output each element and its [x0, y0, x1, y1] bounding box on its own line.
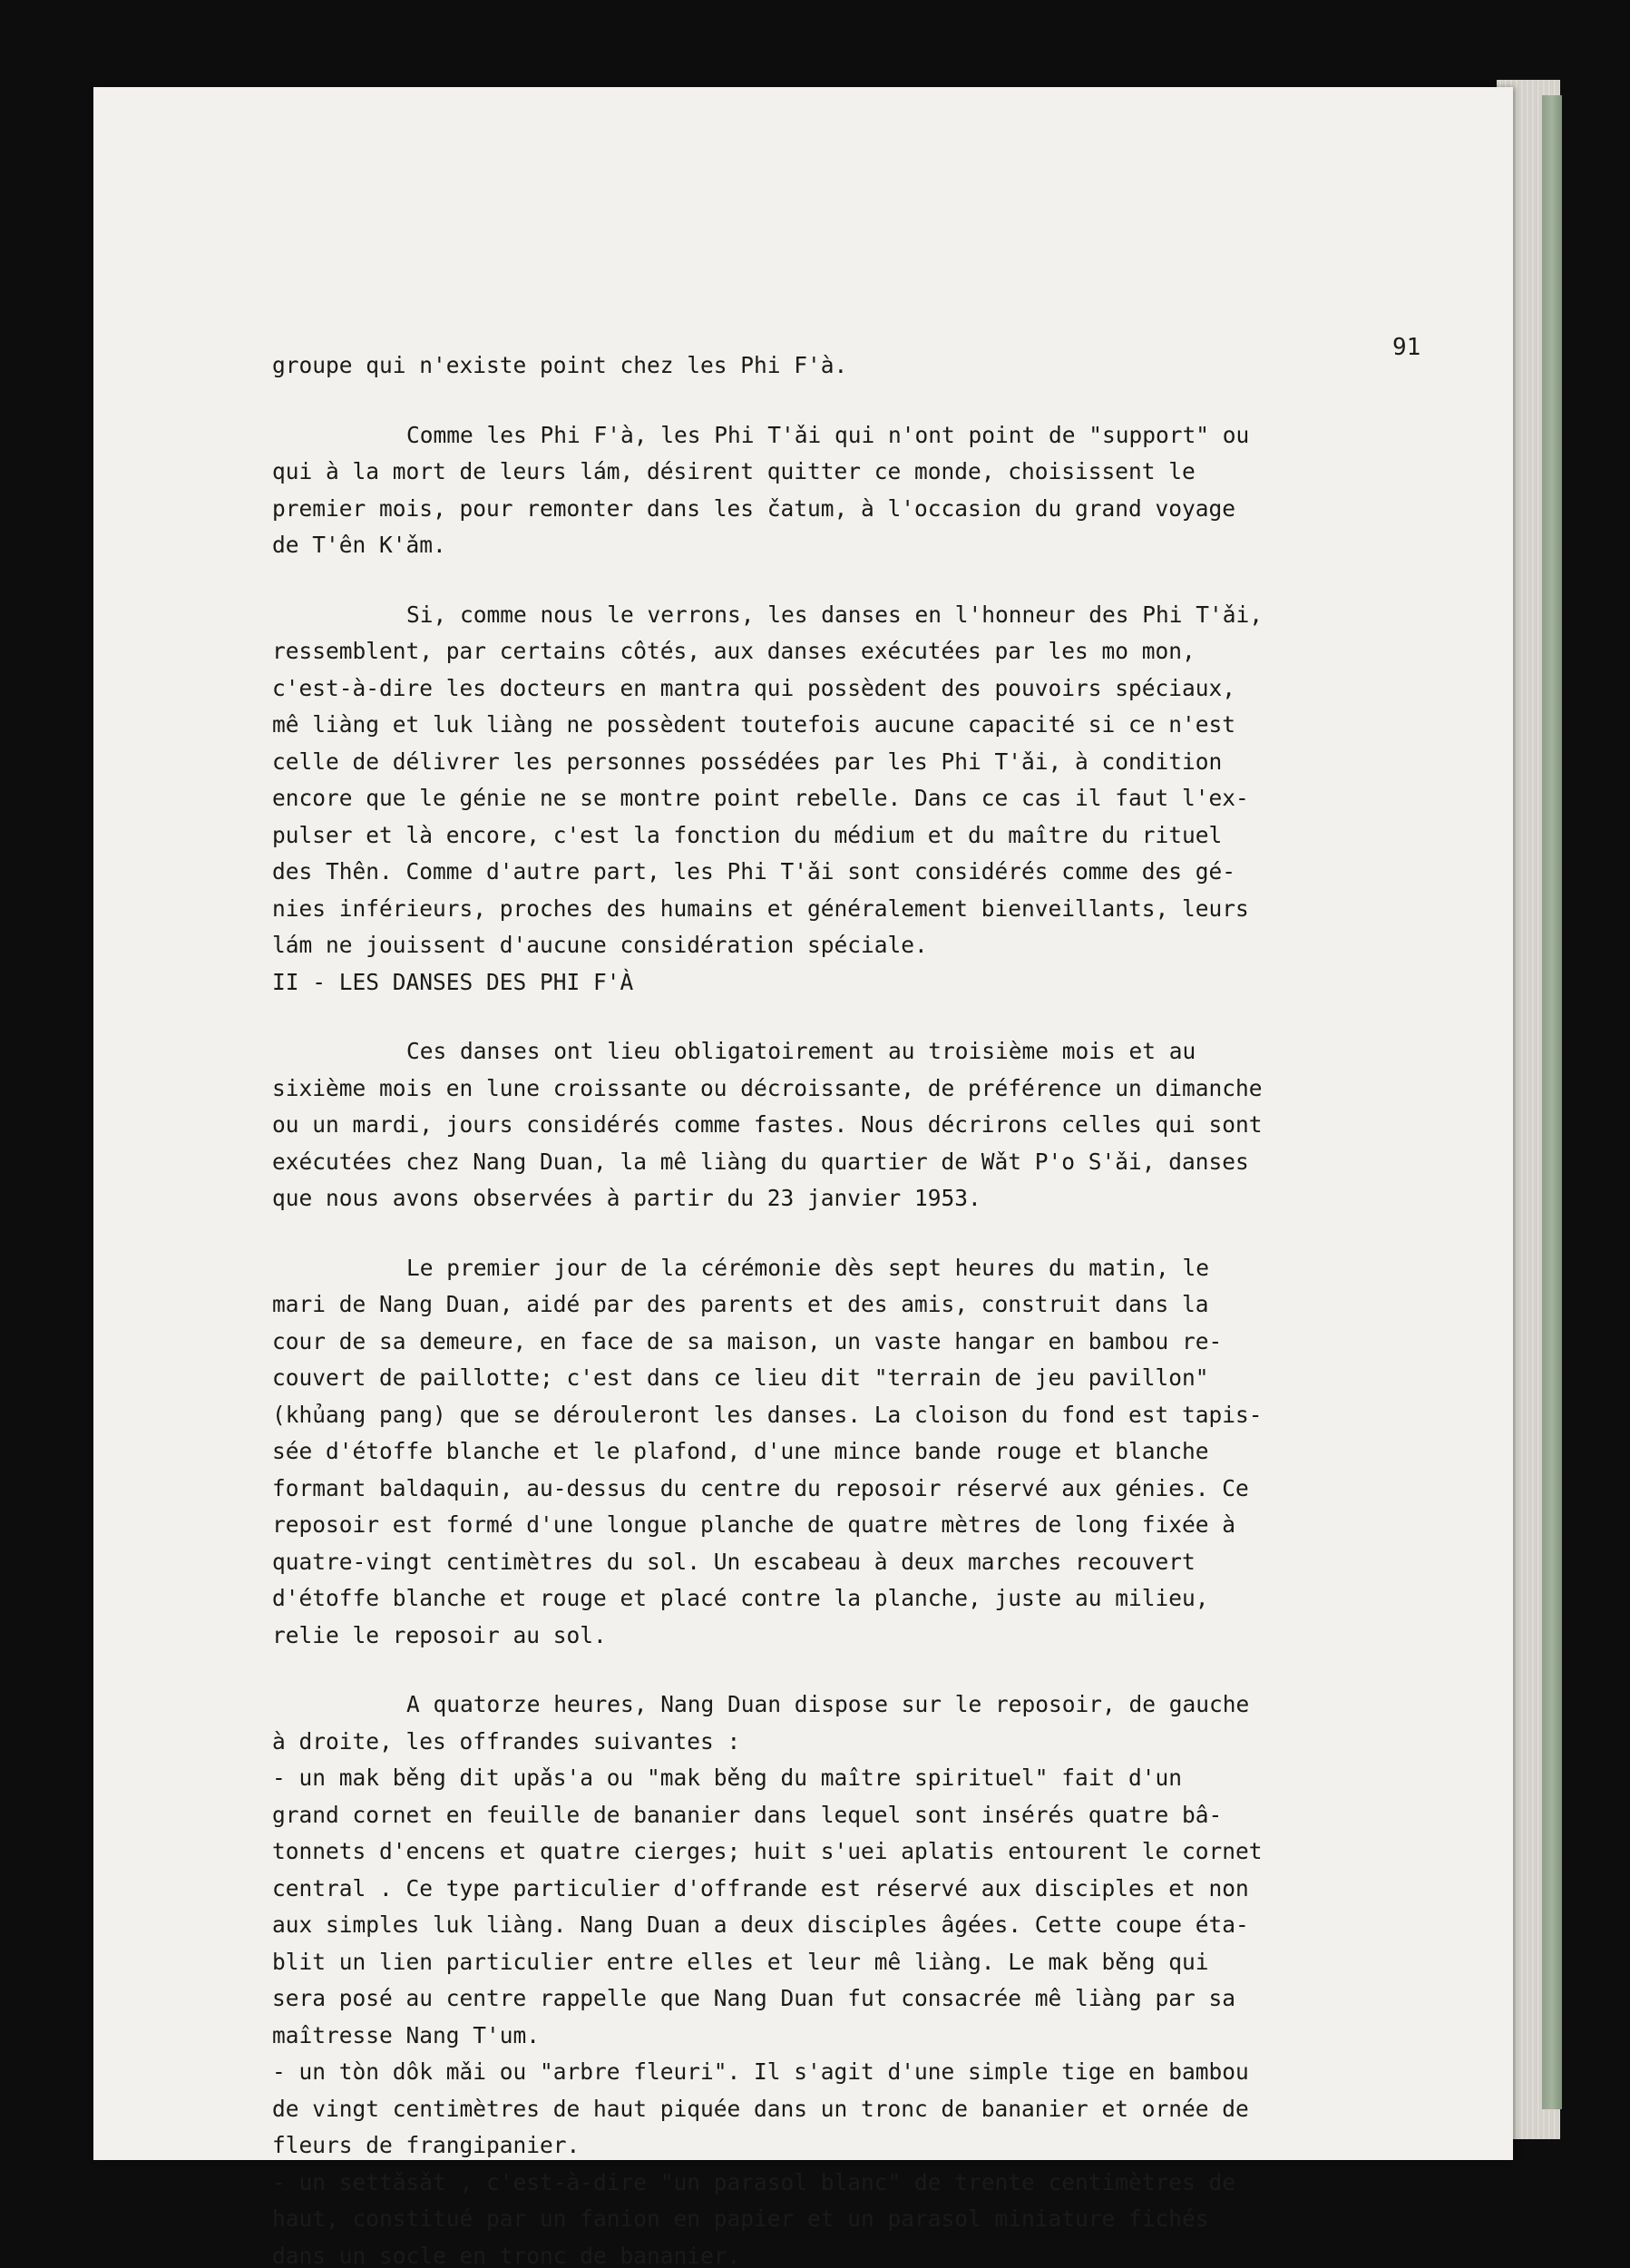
text-line: de vingt centimètres de haut piquée dans un tronc de bananier et ornée de: [272, 2095, 1249, 2122]
text-line: relie le reposoir au sol.: [272, 1621, 607, 1648]
text-line: exécutées chez Nang Duan, la mê liàng du quartier de Wǎt P'o S'ǎi, danses: [272, 1148, 1249, 1175]
book-cover-edge: [1542, 95, 1562, 2109]
text-line: c'est-à-dire les docteurs en mantra qui possèdent des pouvoirs spéciaux,: [272, 674, 1236, 701]
text-line: central . Ce type particulier d'offrande est réservé aux disciples et non: [272, 1874, 1249, 1901]
text-line: A quatorze heures, Nang Duan dispose sur le reposoir, de gauche: [406, 1691, 1250, 1717]
text-line: quatre-vingt centimètres du sol. Un escabeau à deux marches recouvert: [272, 1548, 1196, 1575]
text-line: celle de délivrer les personnes possédées par les Phi T'ǎi, à condition: [272, 748, 1223, 775]
text-line: maîtresse Nang T'um.: [272, 2021, 541, 2048]
text-line: Ces danses ont lieu obligatoirement au troisième mois et au: [406, 1038, 1196, 1064]
text-line: (khủang pang) que se dérouleront les danses. La cloison du fond est tapis-: [272, 1401, 1263, 1428]
body-text: [272, 347, 1397, 2268]
text-line: d'étoffe blanche et rouge et placé contre la planche, juste au milieu,: [272, 1585, 1209, 1611]
text-line: couvert de paillotte; c'est dans ce lieu dit "terrain de jeu pavillon": [272, 1364, 1209, 1391]
text-line: de T'ên K'ǎm.: [272, 532, 446, 558]
text-line: premier mois, pour remonter dans les čatum, à l'occasion du grand voyage: [272, 494, 1236, 522]
text-line: Si, comme nous le verrons, les danses en l'honneur des Phi T'ǎi,: [406, 601, 1264, 628]
text-line: blit un lien particulier entre elles et leur mê liàng. Le mak běng qui: [272, 1948, 1209, 1975]
page-number: 91: [1392, 334, 1421, 361]
text-line: lám ne jouissent d'aucune considération spéciale.: [272, 932, 928, 958]
section-heading: II - LES DANSES DES PHI F'À: [272, 968, 634, 995]
text-line: grand cornet en feuille de bananier dans lequel sont insérés quatre bâ-: [272, 1801, 1223, 1828]
text-line: pulser et là encore, c'est la fonction du médium et du maître du rituel: [272, 821, 1223, 848]
text-line: formant baldaquin, au-dessus du centre du reposoir réservé aux génies. Ce: [272, 1474, 1249, 1501]
text-line: Comme les Phi F'à, les Phi T'ǎi qui n'ont point de "support" ou: [406, 421, 1250, 448]
text-line: tonnets d'encens et quatre cierges; huit s'uei aplatis entourent le cornet: [272, 1838, 1263, 1864]
text-line: que nous avons observées à partir du 23 janvier 1953.: [272, 1185, 981, 1211]
text-line: mari de Nang Duan, aidé par des parents et des amis, construit dans la: [272, 1291, 1209, 1317]
text-line: sera posé au centre rappelle que Nang Duan fut consacrée mê liàng par sa: [272, 1985, 1236, 2011]
text-line: des Thên. Comme d'autre part, les Phi T'ǎi sont considérés comme des gé-: [272, 858, 1236, 885]
text-line: fleurs de frangipanier.: [272, 2132, 581, 2158]
text-line: qui à la mort de leurs lám, désirent quitter ce monde, choisissent le: [272, 458, 1196, 484]
text-line: dans un socle en tronc de bananier.: [272, 2242, 741, 2268]
text-line: ressemblent, par certains côtés, aux danses exécutées par les mo mon,: [272, 638, 1196, 664]
text-line: cour de sa demeure, en face de sa maison, un vaste hangar en bambou re-: [272, 1327, 1223, 1354]
text-line: mê liàng et luk liàng ne possèdent toutefois aucune capacité si ce n'est: [272, 711, 1236, 738]
text-line: - un settǎsǎt , c'est-à-dire "un parasol blanc" de trente centimètres de: [272, 2168, 1236, 2195]
text-line: ou un mardi, jours considérés comme fastes. Nous décrirons celles qui sont: [272, 1111, 1263, 1138]
text-line: - un tòn dôk mǎi ou "arbre fleuri". Il s'agit d'une simple tige en bambou: [272, 2058, 1249, 2085]
text-line: nies inférieurs, proches des humains et généralement bienveillants, leurs: [272, 894, 1249, 922]
text-line: sixième mois en lune croissante ou décroissante, de préférence un dimanche: [272, 1074, 1263, 1101]
text-line: sée d'étoffe blanche et le plafond, d'une mince bande rouge et blanche: [272, 1438, 1209, 1464]
text-line: Le premier jour de la cérémonie dès sept heures du matin, le: [406, 1254, 1210, 1281]
text-line: à droite, les offrandes suivantes :: [272, 1727, 741, 1755]
text-line: - un mak běng dit upǎs'a ou "mak běng du maître spirituel" fait d'un: [272, 1765, 1183, 1791]
text-line: reposoir est formé d'une longue planche de quatre mètres de long fixée à: [272, 1511, 1236, 1538]
text-line: encore que le génie ne se montre point rebelle. Dans ce cas il faut l'ex-: [272, 785, 1249, 811]
text-line: haut, constitué par un fanion en papier et un parasol miniature fichés: [272, 2205, 1209, 2232]
text-line: groupe qui n'existe point chez les Phi F'à.: [272, 352, 848, 378]
text-line: aux simples luk liàng. Nang Duan a deux disciples âgées. Cette coupe éta-: [272, 1911, 1249, 1938]
